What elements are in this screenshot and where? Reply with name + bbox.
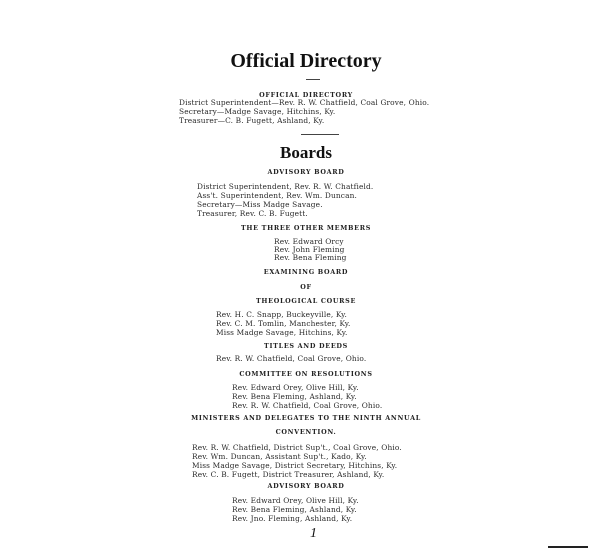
convention-heading: CONVENTION. [275, 428, 337, 436]
page-number: 1 [310, 526, 317, 541]
examining-line: Rev. C. M. Tomlin, Manchester, Ky. [216, 319, 351, 328]
theological-heading: THEOLOGICAL COURSE [255, 297, 357, 305]
member-line: Rev. John Fleming [274, 245, 345, 254]
directory-line: District Superintendent—Rev. R. W. Chatfield, Coal Grove, Ohio. [179, 98, 430, 107]
divider [301, 134, 339, 135]
resolutions-heading: COMMITTEE ON RESOLUTIONS [239, 370, 373, 378]
examining-heading: EXAMINING BOARD [263, 268, 349, 276]
ministers-heading: MINISTERS AND DELEGATES TO THE NINTH ANNUAL [191, 414, 421, 422]
advisory-line: District Superintendent, Rev. R. W. Chatfield. [197, 182, 374, 191]
examining-line: Rev. H. C. Snapp, Buckeyville, Ky. [216, 310, 347, 319]
resolutions-line: Rev. Edward Orey, Olive Hill, Ky. [232, 383, 359, 392]
minister-line: Rev. C. B. Fugett, District Treasurer, Ashland, Ky. [192, 470, 385, 479]
divider [306, 79, 320, 80]
advisory2-line: Rev. Edward Orey, Olive Hill, Ky. [232, 496, 359, 505]
advisory-line: Treasurer, Rev. C. B. Fugett. [197, 209, 308, 218]
titles-line: Rev. R. W. Chatfield, Coal Grove, Ohio. [216, 354, 367, 363]
minister-line: Rev. Wm. Duncan, Assistant Sup't., Kado, Ky. [192, 452, 367, 461]
advisory2-line: Rev. Jno. Fleming, Ashland, Ky. [232, 514, 353, 523]
minister-line: Rev. R. W. Chatfield, District Sup't., Coal Grove, Ohio. [192, 443, 402, 452]
advisory-line: Secretary—Miss Madge Savage. [197, 200, 323, 209]
titles-heading: TITLES AND DEEDS [264, 342, 348, 350]
examining-line: Miss Madge Savage, Hitchins, Ky. [216, 328, 348, 337]
directory-line: Secretary—Madge Savage, Hitchins, Ky. [179, 107, 336, 116]
examining-of: OF [300, 283, 312, 291]
page-edge-mark [548, 546, 588, 548]
advisory2-heading: ADVISORY BOARD [267, 482, 345, 490]
three-other-heading: THE THREE OTHER MEMBERS [240, 224, 372, 232]
minister-line: Miss Madge Savage, District Secretary, Hitchins, Ky. [192, 461, 398, 470]
boards-title: Boards [280, 143, 332, 162]
advisory2-line: Rev. Bena Fleming, Ashland, Ky. [232, 505, 357, 514]
member-line: Rev. Edward Orcy [274, 237, 344, 246]
directory-heading: OFFICIAL DIRECTORY [259, 91, 353, 99]
directory-line: Treasurer—C. B. Fugett, Ashland, Ky. [179, 116, 325, 125]
advisory-heading: ADVISORY BOARD [267, 168, 345, 176]
member-line: Rev. Bena Fleming [274, 253, 347, 262]
resolutions-line: Rev. R. W. Chatfield, Coal Grove, Ohio. [232, 401, 383, 410]
resolutions-line: Rev. Bena Fleming, Ashland, Ky. [232, 392, 357, 401]
page-title: Official Directory [230, 50, 382, 72]
advisory-line: Ass't. Superintendent, Rev. Wm. Duncan. [197, 191, 358, 200]
